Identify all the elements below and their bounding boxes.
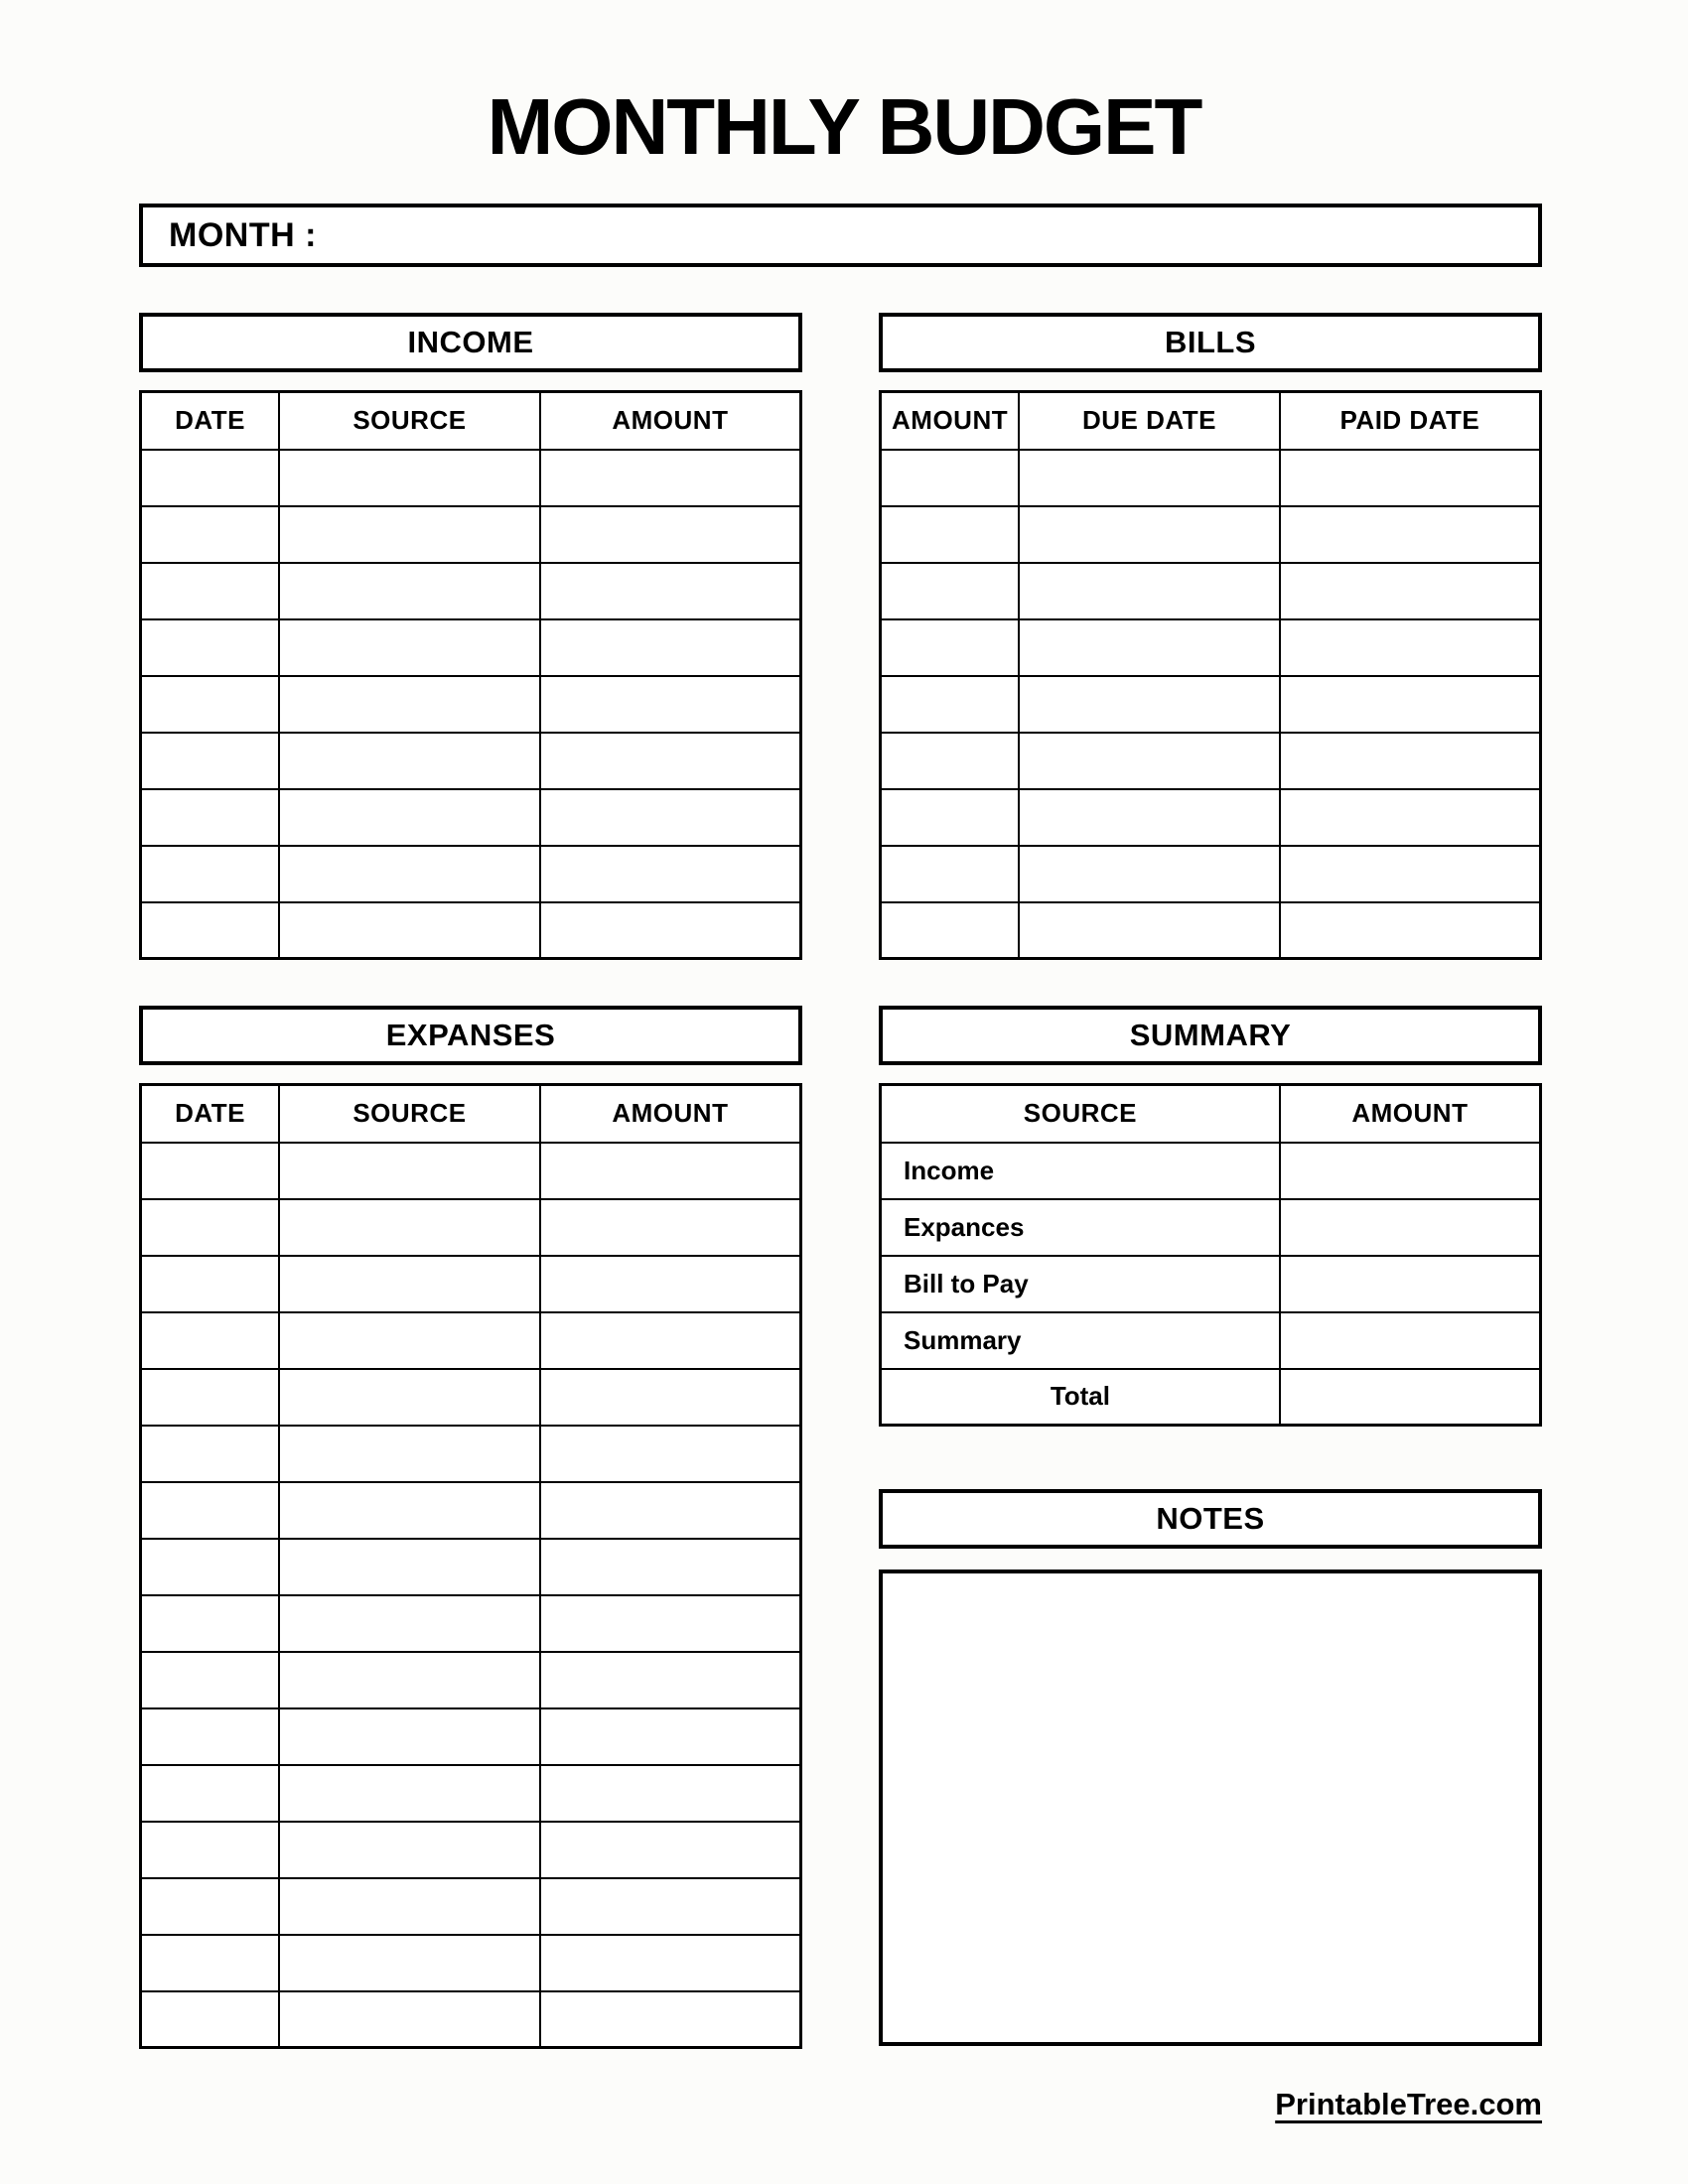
empty-cell[interactable] bbox=[141, 1312, 280, 1369]
empty-cell[interactable] bbox=[1280, 902, 1541, 959]
empty-cell[interactable] bbox=[881, 902, 1020, 959]
empty-cell[interactable] bbox=[279, 1822, 540, 1878]
empty-cell[interactable] bbox=[141, 1822, 280, 1878]
empty-cell[interactable] bbox=[141, 1369, 280, 1426]
empty-cell[interactable] bbox=[540, 506, 801, 563]
empty-cell[interactable] bbox=[279, 1878, 540, 1935]
empty-cell[interactable] bbox=[881, 506, 1020, 563]
empty-cell[interactable] bbox=[540, 1878, 801, 1935]
empty-cell[interactable] bbox=[1280, 450, 1541, 506]
notes-area[interactable] bbox=[879, 1570, 1542, 2046]
expanses-col-amount: AMOUNT bbox=[540, 1085, 801, 1143]
table-row bbox=[141, 1991, 801, 2048]
table-row bbox=[881, 563, 1541, 619]
empty-cell[interactable] bbox=[540, 1539, 801, 1595]
empty-cell[interactable] bbox=[1280, 789, 1541, 846]
summary-row bbox=[881, 1369, 1541, 1426]
empty-cell[interactable] bbox=[141, 1426, 280, 1482]
empty-cell[interactable] bbox=[540, 1369, 801, 1426]
empty-cell[interactable] bbox=[141, 676, 280, 733]
empty-cell[interactable] bbox=[141, 1765, 280, 1822]
bills-table bbox=[879, 390, 1542, 960]
empty-cell[interactable] bbox=[1019, 789, 1280, 846]
notes-section-header: NOTES bbox=[879, 1489, 1542, 1549]
empty-cell[interactable] bbox=[540, 1199, 801, 1256]
bills-col-paid-date: PAID DATE bbox=[1280, 392, 1541, 450]
empty-cell[interactable] bbox=[141, 506, 280, 563]
table-row bbox=[141, 1312, 801, 1369]
left-column bbox=[139, 313, 802, 2049]
empty-cell[interactable] bbox=[1280, 619, 1541, 676]
empty-cell[interactable] bbox=[1280, 676, 1541, 733]
empty-cell[interactable] bbox=[1280, 733, 1541, 789]
empty-cell[interactable] bbox=[279, 846, 540, 902]
empty-cell[interactable] bbox=[141, 1199, 280, 1256]
empty-cell[interactable] bbox=[279, 1708, 540, 1765]
table-row bbox=[141, 846, 801, 902]
summary-row-label: Income bbox=[881, 1143, 1280, 1199]
summary-row-label: Total bbox=[881, 1369, 1280, 1426]
empty-cell[interactable] bbox=[141, 1539, 280, 1595]
empty-cell[interactable] bbox=[279, 1652, 540, 1708]
table-row bbox=[141, 733, 801, 789]
empty-cell[interactable] bbox=[1280, 563, 1541, 619]
empty-cell[interactable] bbox=[141, 1935, 280, 1991]
table-row bbox=[141, 789, 801, 846]
empty-cell[interactable] bbox=[141, 1652, 280, 1708]
empty-cell[interactable] bbox=[540, 1708, 801, 1765]
empty-cell[interactable] bbox=[1019, 450, 1280, 506]
empty-cell[interactable] bbox=[279, 1199, 540, 1256]
empty-cell[interactable] bbox=[540, 1991, 801, 2048]
footer-link[interactable]: PrintableTree.com bbox=[1275, 2087, 1542, 2121]
empty-cell[interactable] bbox=[881, 619, 1020, 676]
empty-cell[interactable] bbox=[141, 1256, 280, 1312]
empty-cell[interactable] bbox=[141, 733, 280, 789]
empty-cell[interactable] bbox=[540, 1765, 801, 1822]
expanses-header-row bbox=[141, 1085, 801, 1143]
table-row bbox=[141, 1595, 801, 1652]
empty-cell[interactable] bbox=[141, 450, 280, 506]
table-row bbox=[141, 1199, 801, 1256]
summary-row-label: Summary bbox=[881, 1312, 1280, 1369]
empty-cell[interactable] bbox=[1019, 846, 1280, 902]
empty-cell[interactable] bbox=[1019, 619, 1280, 676]
summary-amount-cell[interactable] bbox=[1280, 1199, 1541, 1256]
empty-cell[interactable] bbox=[540, 1256, 801, 1312]
empty-cell[interactable] bbox=[279, 1482, 540, 1539]
empty-cell[interactable] bbox=[1019, 563, 1280, 619]
summary-row bbox=[881, 1199, 1541, 1256]
income-col-amount: AMOUNT bbox=[540, 392, 801, 450]
empty-cell[interactable] bbox=[1019, 506, 1280, 563]
empty-cell[interactable] bbox=[279, 1765, 540, 1822]
empty-cell[interactable] bbox=[881, 450, 1020, 506]
table-row bbox=[141, 902, 801, 959]
table-row bbox=[141, 506, 801, 563]
empty-cell[interactable] bbox=[540, 1482, 801, 1539]
table-row bbox=[141, 676, 801, 733]
empty-cell[interactable] bbox=[279, 733, 540, 789]
empty-cell[interactable] bbox=[540, 1822, 801, 1878]
empty-cell[interactable] bbox=[540, 789, 801, 846]
summary-row-label: Bill to Pay bbox=[881, 1256, 1280, 1312]
empty-cell[interactable] bbox=[141, 1991, 280, 2048]
summary-row-label: Expances bbox=[881, 1199, 1280, 1256]
table-row bbox=[141, 1369, 801, 1426]
month-field bbox=[139, 204, 1542, 267]
empty-cell[interactable] bbox=[540, 1312, 801, 1369]
empty-cell[interactable] bbox=[279, 506, 540, 563]
empty-cell[interactable] bbox=[540, 846, 801, 902]
income-section-header: INCOME bbox=[139, 313, 802, 372]
summary-amount-cell[interactable] bbox=[1280, 1143, 1541, 1199]
table-row bbox=[881, 902, 1541, 959]
summary-row bbox=[881, 1256, 1541, 1312]
summary-header-row bbox=[881, 1085, 1541, 1143]
empty-cell[interactable] bbox=[141, 1878, 280, 1935]
table-row bbox=[141, 1482, 801, 1539]
bills-header-row bbox=[881, 392, 1541, 450]
income-col-date: DATE bbox=[141, 392, 280, 450]
empty-cell[interactable] bbox=[141, 846, 280, 902]
table-row bbox=[141, 1935, 801, 1991]
empty-cell[interactable] bbox=[141, 563, 280, 619]
expanses-col-source: SOURCE bbox=[279, 1085, 540, 1143]
empty-cell[interactable] bbox=[881, 676, 1020, 733]
table-row bbox=[141, 1539, 801, 1595]
income-header-row bbox=[141, 392, 801, 450]
table-row bbox=[881, 846, 1541, 902]
income-table bbox=[139, 390, 802, 960]
summary-table bbox=[879, 1083, 1542, 1427]
empty-cell[interactable] bbox=[1019, 902, 1280, 959]
empty-cell[interactable] bbox=[141, 789, 280, 846]
bills-col-due-date: DUE DATE bbox=[1019, 392, 1280, 450]
empty-cell[interactable] bbox=[279, 676, 540, 733]
empty-cell[interactable] bbox=[540, 1652, 801, 1708]
table-row bbox=[881, 676, 1541, 733]
empty-cell[interactable] bbox=[540, 1426, 801, 1482]
table-row bbox=[141, 1143, 801, 1199]
bills-col-amount: AMOUNT bbox=[881, 392, 1020, 450]
empty-cell[interactable] bbox=[540, 1595, 801, 1652]
empty-cell[interactable] bbox=[279, 450, 540, 506]
summary-row bbox=[881, 1312, 1541, 1369]
empty-cell[interactable] bbox=[141, 1708, 280, 1765]
table-row bbox=[141, 619, 801, 676]
empty-cell[interactable] bbox=[141, 619, 280, 676]
table-row bbox=[141, 1708, 801, 1765]
table-row bbox=[881, 733, 1541, 789]
empty-cell[interactable] bbox=[540, 450, 801, 506]
summary-amount-cell[interactable] bbox=[1280, 1369, 1541, 1426]
empty-cell[interactable] bbox=[279, 1426, 540, 1482]
empty-cell[interactable] bbox=[540, 902, 801, 959]
expanses-table bbox=[139, 1083, 802, 2049]
empty-cell[interactable] bbox=[1280, 506, 1541, 563]
table-row bbox=[881, 450, 1541, 506]
empty-cell[interactable] bbox=[141, 1482, 280, 1539]
right-column bbox=[879, 313, 1542, 2046]
month-label: MONTH : bbox=[169, 215, 317, 254]
empty-cell[interactable] bbox=[141, 1143, 280, 1199]
empty-cell[interactable] bbox=[141, 1595, 280, 1652]
summary-section-header: SUMMARY bbox=[879, 1006, 1542, 1065]
empty-cell[interactable] bbox=[279, 1539, 540, 1595]
summary-row bbox=[881, 1143, 1541, 1199]
empty-cell[interactable] bbox=[540, 733, 801, 789]
expanses-col-date: DATE bbox=[141, 1085, 280, 1143]
table-row bbox=[141, 450, 801, 506]
empty-cell[interactable] bbox=[279, 619, 540, 676]
empty-cell[interactable] bbox=[279, 1991, 540, 2048]
empty-cell[interactable] bbox=[279, 1143, 540, 1199]
empty-cell[interactable] bbox=[279, 789, 540, 846]
empty-cell[interactable] bbox=[1280, 846, 1541, 902]
table-row bbox=[141, 1652, 801, 1708]
summary-amount-cell[interactable] bbox=[1280, 1256, 1541, 1312]
empty-cell[interactable] bbox=[141, 902, 280, 959]
empty-cell[interactable] bbox=[1019, 733, 1280, 789]
empty-cell[interactable] bbox=[540, 563, 801, 619]
empty-cell[interactable] bbox=[540, 676, 801, 733]
page-title: MONTHLY BUDGET bbox=[487, 82, 1201, 171]
table-row bbox=[141, 563, 801, 619]
empty-cell[interactable] bbox=[540, 1935, 801, 1991]
table-row bbox=[141, 1765, 801, 1822]
table-row bbox=[881, 506, 1541, 563]
empty-cell[interactable] bbox=[540, 1143, 801, 1199]
summary-col-amount: AMOUNT bbox=[1280, 1085, 1541, 1143]
empty-cell[interactable] bbox=[279, 1595, 540, 1652]
table-row bbox=[141, 1878, 801, 1935]
empty-cell[interactable] bbox=[1019, 676, 1280, 733]
summary-col-source: SOURCE bbox=[881, 1085, 1280, 1143]
table-row bbox=[141, 1426, 801, 1482]
expanses-section-header: EXPANSES bbox=[139, 1006, 802, 1065]
bills-section-header: BILLS bbox=[879, 313, 1542, 372]
empty-cell[interactable] bbox=[881, 563, 1020, 619]
income-col-source: SOURCE bbox=[279, 392, 540, 450]
table-row bbox=[881, 789, 1541, 846]
summary-amount-cell[interactable] bbox=[1280, 1312, 1541, 1369]
month-input-area[interactable] bbox=[317, 207, 1512, 263]
table-row bbox=[141, 1822, 801, 1878]
empty-cell[interactable] bbox=[279, 1312, 540, 1369]
empty-cell[interactable] bbox=[279, 902, 540, 959]
empty-cell[interactable] bbox=[279, 1369, 540, 1426]
empty-cell[interactable] bbox=[881, 733, 1020, 789]
empty-cell[interactable] bbox=[279, 1935, 540, 1991]
empty-cell[interactable] bbox=[881, 846, 1020, 902]
table-row bbox=[141, 1256, 801, 1312]
table-row bbox=[881, 619, 1541, 676]
empty-cell[interactable] bbox=[279, 1256, 540, 1312]
empty-cell[interactable] bbox=[881, 789, 1020, 846]
empty-cell[interactable] bbox=[279, 563, 540, 619]
empty-cell[interactable] bbox=[540, 619, 801, 676]
